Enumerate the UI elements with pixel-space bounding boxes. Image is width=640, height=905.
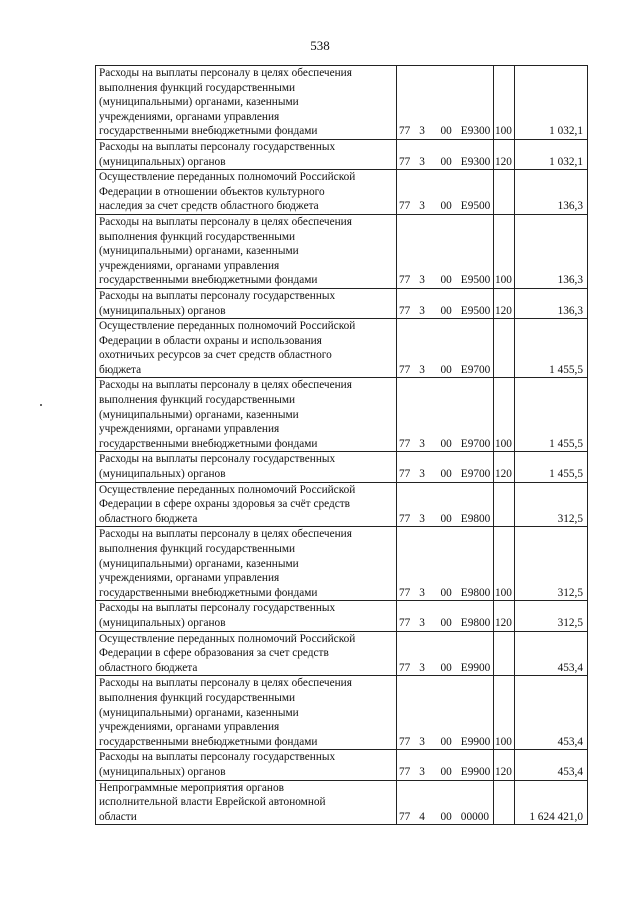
code-program (397, 482, 439, 527)
description-line: Федерации в сфере охраны здоровья за счёт средств (99, 498, 351, 511)
code-c2: 3 (419, 468, 425, 481)
table-row (96, 750, 588, 780)
description-line: Федерации в отношении объектов культурного (99, 185, 325, 198)
code-program (397, 780, 439, 825)
row-description (96, 288, 397, 318)
row-description (96, 631, 397, 676)
code-c4: E9300 (460, 125, 491, 138)
row-description (96, 319, 397, 378)
row-description (96, 66, 397, 140)
description-line: охотничьих ресурсов за счет средств областного (99, 349, 332, 362)
row-description (96, 378, 397, 452)
table-row (96, 601, 588, 631)
code-c2: 4 (419, 810, 425, 823)
code-c1: 77 (399, 125, 411, 138)
code-c1: 77 (399, 661, 411, 674)
code-program (397, 527, 439, 601)
expense-type-code: 120 (494, 601, 515, 631)
description-line: государственными внебюджетными фондами (99, 586, 318, 599)
code-direction (439, 601, 494, 631)
description-line: Расходы на выплаты персоналу в целях обеспечения (99, 677, 352, 690)
code-direction (439, 66, 494, 140)
code-direction (439, 170, 494, 215)
code-direction (439, 527, 494, 601)
code-c3: 00 (440, 363, 452, 376)
expense-type-code (494, 631, 515, 676)
table-row (96, 139, 588, 169)
amount-cell: 136,3 (515, 170, 588, 215)
description-line: (муниципальными) органами, казенными (99, 706, 299, 719)
expense-type-code: 100 (494, 378, 515, 452)
table-row (96, 378, 588, 452)
code-c1: 77 (399, 274, 411, 287)
code-c2: 3 (419, 200, 425, 213)
code-c2: 3 (419, 363, 425, 376)
description-line: Осуществление переданных полномочий Российской (99, 320, 356, 333)
description-line: учреждениями, органами управления (99, 110, 280, 123)
code-direction (439, 288, 494, 318)
code-c2: 3 (419, 125, 425, 138)
code-c2: 3 (419, 155, 425, 168)
description-line: государственными внебюджетными фондами (99, 274, 318, 287)
description-line: наследия за счет средств областного бюджета (99, 200, 319, 213)
budget-table (95, 65, 588, 825)
code-c3: 00 (440, 512, 452, 525)
expense-type-code (494, 319, 515, 378)
amount-cell: 1 624 421,0 (515, 780, 588, 825)
description-line: Расходы на выплаты персоналу государственных (99, 289, 336, 302)
description-line: Осуществление переданных полномочий Российской (99, 171, 356, 184)
description-line: Расходы на выплаты персоналу государственных (99, 140, 336, 153)
code-c4: E9700 (460, 437, 491, 450)
code-c2: 3 (419, 735, 425, 748)
code-program (397, 66, 439, 140)
amount-cell: 312,5 (515, 482, 588, 527)
description-line: Осуществление переданных полномочий Российской (99, 632, 356, 645)
description-line: бюджета (99, 363, 142, 376)
expense-type-code: 120 (494, 452, 515, 482)
description-line: (муниципальными) органами, казенными (99, 96, 299, 109)
description-line: Федерации в сфере образования за счет средств (99, 647, 329, 660)
expense-type-code: 100 (494, 66, 515, 140)
page-number: 538 (310, 38, 330, 53)
code-direction (439, 780, 494, 825)
code-direction (439, 452, 494, 482)
code-c1: 77 (399, 363, 411, 376)
code-c1: 77 (399, 810, 411, 823)
scan-speck (40, 404, 42, 406)
code-direction (439, 676, 494, 750)
description-line: (муниципальных) органов (99, 304, 226, 317)
code-c3: 00 (440, 468, 452, 481)
description-line: Расходы на выплаты персоналу в целях обеспечения (99, 528, 352, 541)
code-c3: 00 (440, 155, 452, 168)
code-c4: E9900 (460, 661, 491, 674)
description-line: выполнения функций государственными (99, 394, 296, 407)
code-c2: 3 (419, 616, 425, 629)
code-c1: 77 (399, 512, 411, 525)
table-row (96, 631, 588, 676)
code-program (397, 319, 439, 378)
expense-type-code (494, 170, 515, 215)
expense-type-code: 100 (494, 214, 515, 288)
row-description (96, 452, 397, 482)
row-description (96, 170, 397, 215)
code-c1: 77 (399, 200, 411, 213)
code-direction (439, 482, 494, 527)
description-line: выполнения функций государственными (99, 543, 296, 555)
code-c2: 3 (419, 586, 425, 599)
amount-cell: 1 455,5 (515, 452, 588, 482)
description-line: Расходы на выплаты персоналу государственных (99, 751, 336, 764)
code-c4: E9500 (460, 304, 491, 317)
table-row (96, 527, 588, 601)
code-c1: 77 (399, 155, 411, 168)
code-c1: 77 (399, 735, 411, 748)
code-c3: 00 (440, 810, 452, 823)
row-description (96, 482, 397, 527)
code-c2: 3 (419, 765, 425, 778)
code-direction (439, 214, 494, 288)
description-line: Расходы на выплаты персоналу в целях обеспечения (99, 215, 352, 228)
description-line: Расходы на выплаты персоналу в целях обеспечения (99, 379, 352, 392)
code-c2: 3 (419, 274, 425, 287)
description-line: Расходы на выплаты персоналу государственных (99, 453, 336, 466)
amount-cell: 1 455,5 (515, 378, 588, 452)
description-line: (муниципальными) органами, казенными (99, 557, 299, 570)
row-description (96, 139, 397, 169)
code-c1: 77 (399, 616, 411, 629)
description-line: учреждениями, органами управления (99, 423, 280, 436)
code-c3: 00 (440, 661, 452, 674)
amount-cell: 453,4 (515, 750, 588, 780)
expense-type-code: 120 (494, 288, 515, 318)
code-c1: 77 (399, 765, 411, 778)
expense-type-code: 100 (494, 676, 515, 750)
code-c4: E9800 (460, 586, 491, 599)
table-row (96, 319, 588, 378)
code-c3: 00 (440, 616, 452, 629)
code-c4: E9800 (460, 616, 491, 629)
table-row (96, 482, 588, 527)
amount-cell: 453,4 (515, 631, 588, 676)
table-row (96, 288, 588, 318)
code-c4: E9500 (460, 274, 491, 287)
code-program (397, 214, 439, 288)
row-description (96, 750, 397, 780)
expense-type-code (494, 780, 515, 825)
description-line: государственными внебюджетными фондами (99, 735, 318, 748)
code-c4: E9300 (460, 155, 491, 168)
code-c4: E9800 (460, 512, 491, 525)
code-program (397, 676, 439, 750)
code-direction (439, 631, 494, 676)
description-line: (муниципальных) органов (99, 468, 226, 481)
description-line: (муниципальных) органов (99, 765, 226, 778)
budget-table-body (96, 66, 588, 825)
code-c2: 3 (419, 304, 425, 317)
description-line: (муниципальных) органов (99, 616, 226, 629)
code-c4: E9700 (460, 363, 491, 376)
code-c2: 3 (419, 661, 425, 674)
description-line: учреждениями, органами управления (99, 721, 280, 734)
table-row (96, 676, 588, 750)
row-description (96, 527, 397, 601)
code-c3: 00 (440, 274, 452, 287)
code-c4: E9700 (460, 468, 491, 481)
description-line: (муниципальных) органов (99, 155, 226, 168)
code-c4: E9500 (460, 200, 491, 213)
code-c3: 00 (440, 125, 452, 138)
amount-cell: 1 032,1 (515, 139, 588, 169)
description-line: выполнения функций государственными (99, 691, 296, 704)
code-c3: 00 (440, 735, 452, 748)
code-c1: 77 (399, 586, 411, 599)
description-line: учреждениями, органами управления (99, 572, 280, 585)
description-line: областного бюджета (99, 512, 198, 525)
description-line: учреждениями, органами управления (99, 259, 280, 272)
description-line: Расходы на выплаты персоналу в целях обеспечения (99, 67, 352, 79)
code-c1: 77 (399, 437, 411, 450)
description-line: Федерации в области охраны и использования (99, 334, 322, 347)
amount-cell: 1 032,1 (515, 66, 588, 140)
description-line: выполнения функций государственными (99, 230, 296, 243)
table-row (96, 452, 588, 482)
code-c3: 00 (440, 437, 452, 450)
description-line: Непрограммные мероприятия органов (99, 781, 284, 794)
code-c3: 00 (440, 200, 452, 213)
expense-type-code: 120 (494, 139, 515, 169)
expense-type-code: 120 (494, 750, 515, 780)
description-line: (муниципальными) органами, казенными (99, 245, 299, 258)
amount-cell: 453,4 (515, 676, 588, 750)
row-description (96, 214, 397, 288)
code-program (397, 139, 439, 169)
row-description (96, 780, 397, 825)
code-program (397, 750, 439, 780)
code-c1: 77 (399, 304, 411, 317)
code-program (397, 631, 439, 676)
table-row (96, 780, 588, 825)
amount-cell: 136,3 (515, 288, 588, 318)
code-direction (439, 378, 494, 452)
code-c4: 00000 (460, 810, 490, 823)
amount-cell: 312,5 (515, 601, 588, 631)
code-c2: 3 (419, 437, 425, 450)
table-row (96, 170, 588, 215)
table-row (96, 214, 588, 288)
row-description (96, 676, 397, 750)
description-line: Осуществление переданных полномочий Российской (99, 483, 356, 496)
code-c2: 3 (419, 512, 425, 525)
description-line: области (99, 810, 137, 823)
code-c3: 00 (440, 765, 452, 778)
amount-cell: 1 455,5 (515, 319, 588, 378)
code-program (397, 288, 439, 318)
code-direction (439, 750, 494, 780)
code-c1: 77 (399, 468, 411, 481)
description-line: Расходы на выплаты персоналу государственных (99, 602, 336, 615)
code-c4: E9900 (460, 765, 491, 778)
amount-cell: 312,5 (515, 527, 588, 601)
code-c3: 00 (440, 304, 452, 317)
expense-type-code (494, 482, 515, 527)
amount-cell: 136,3 (515, 214, 588, 288)
code-program (397, 601, 439, 631)
table-row (96, 66, 588, 140)
code-c3: 00 (440, 586, 452, 599)
expense-type-code: 100 (494, 527, 515, 601)
code-direction (439, 139, 494, 169)
description-line: государственными внебюджетными фондами (99, 437, 318, 450)
description-line: областного бюджета (99, 661, 198, 674)
code-program (397, 170, 439, 215)
code-program (397, 452, 439, 482)
code-direction (439, 319, 494, 378)
description-line: государственными внебюджетными фондами (99, 125, 318, 138)
description-line: (муниципальными) органами, казенными (99, 408, 299, 421)
row-description (96, 601, 397, 631)
description-line: выполнения функций государственными (99, 81, 296, 94)
code-program (397, 378, 439, 452)
code-c4: E9900 (460, 735, 491, 748)
description-line: исполнительной власти Еврейской автономной (99, 796, 326, 809)
